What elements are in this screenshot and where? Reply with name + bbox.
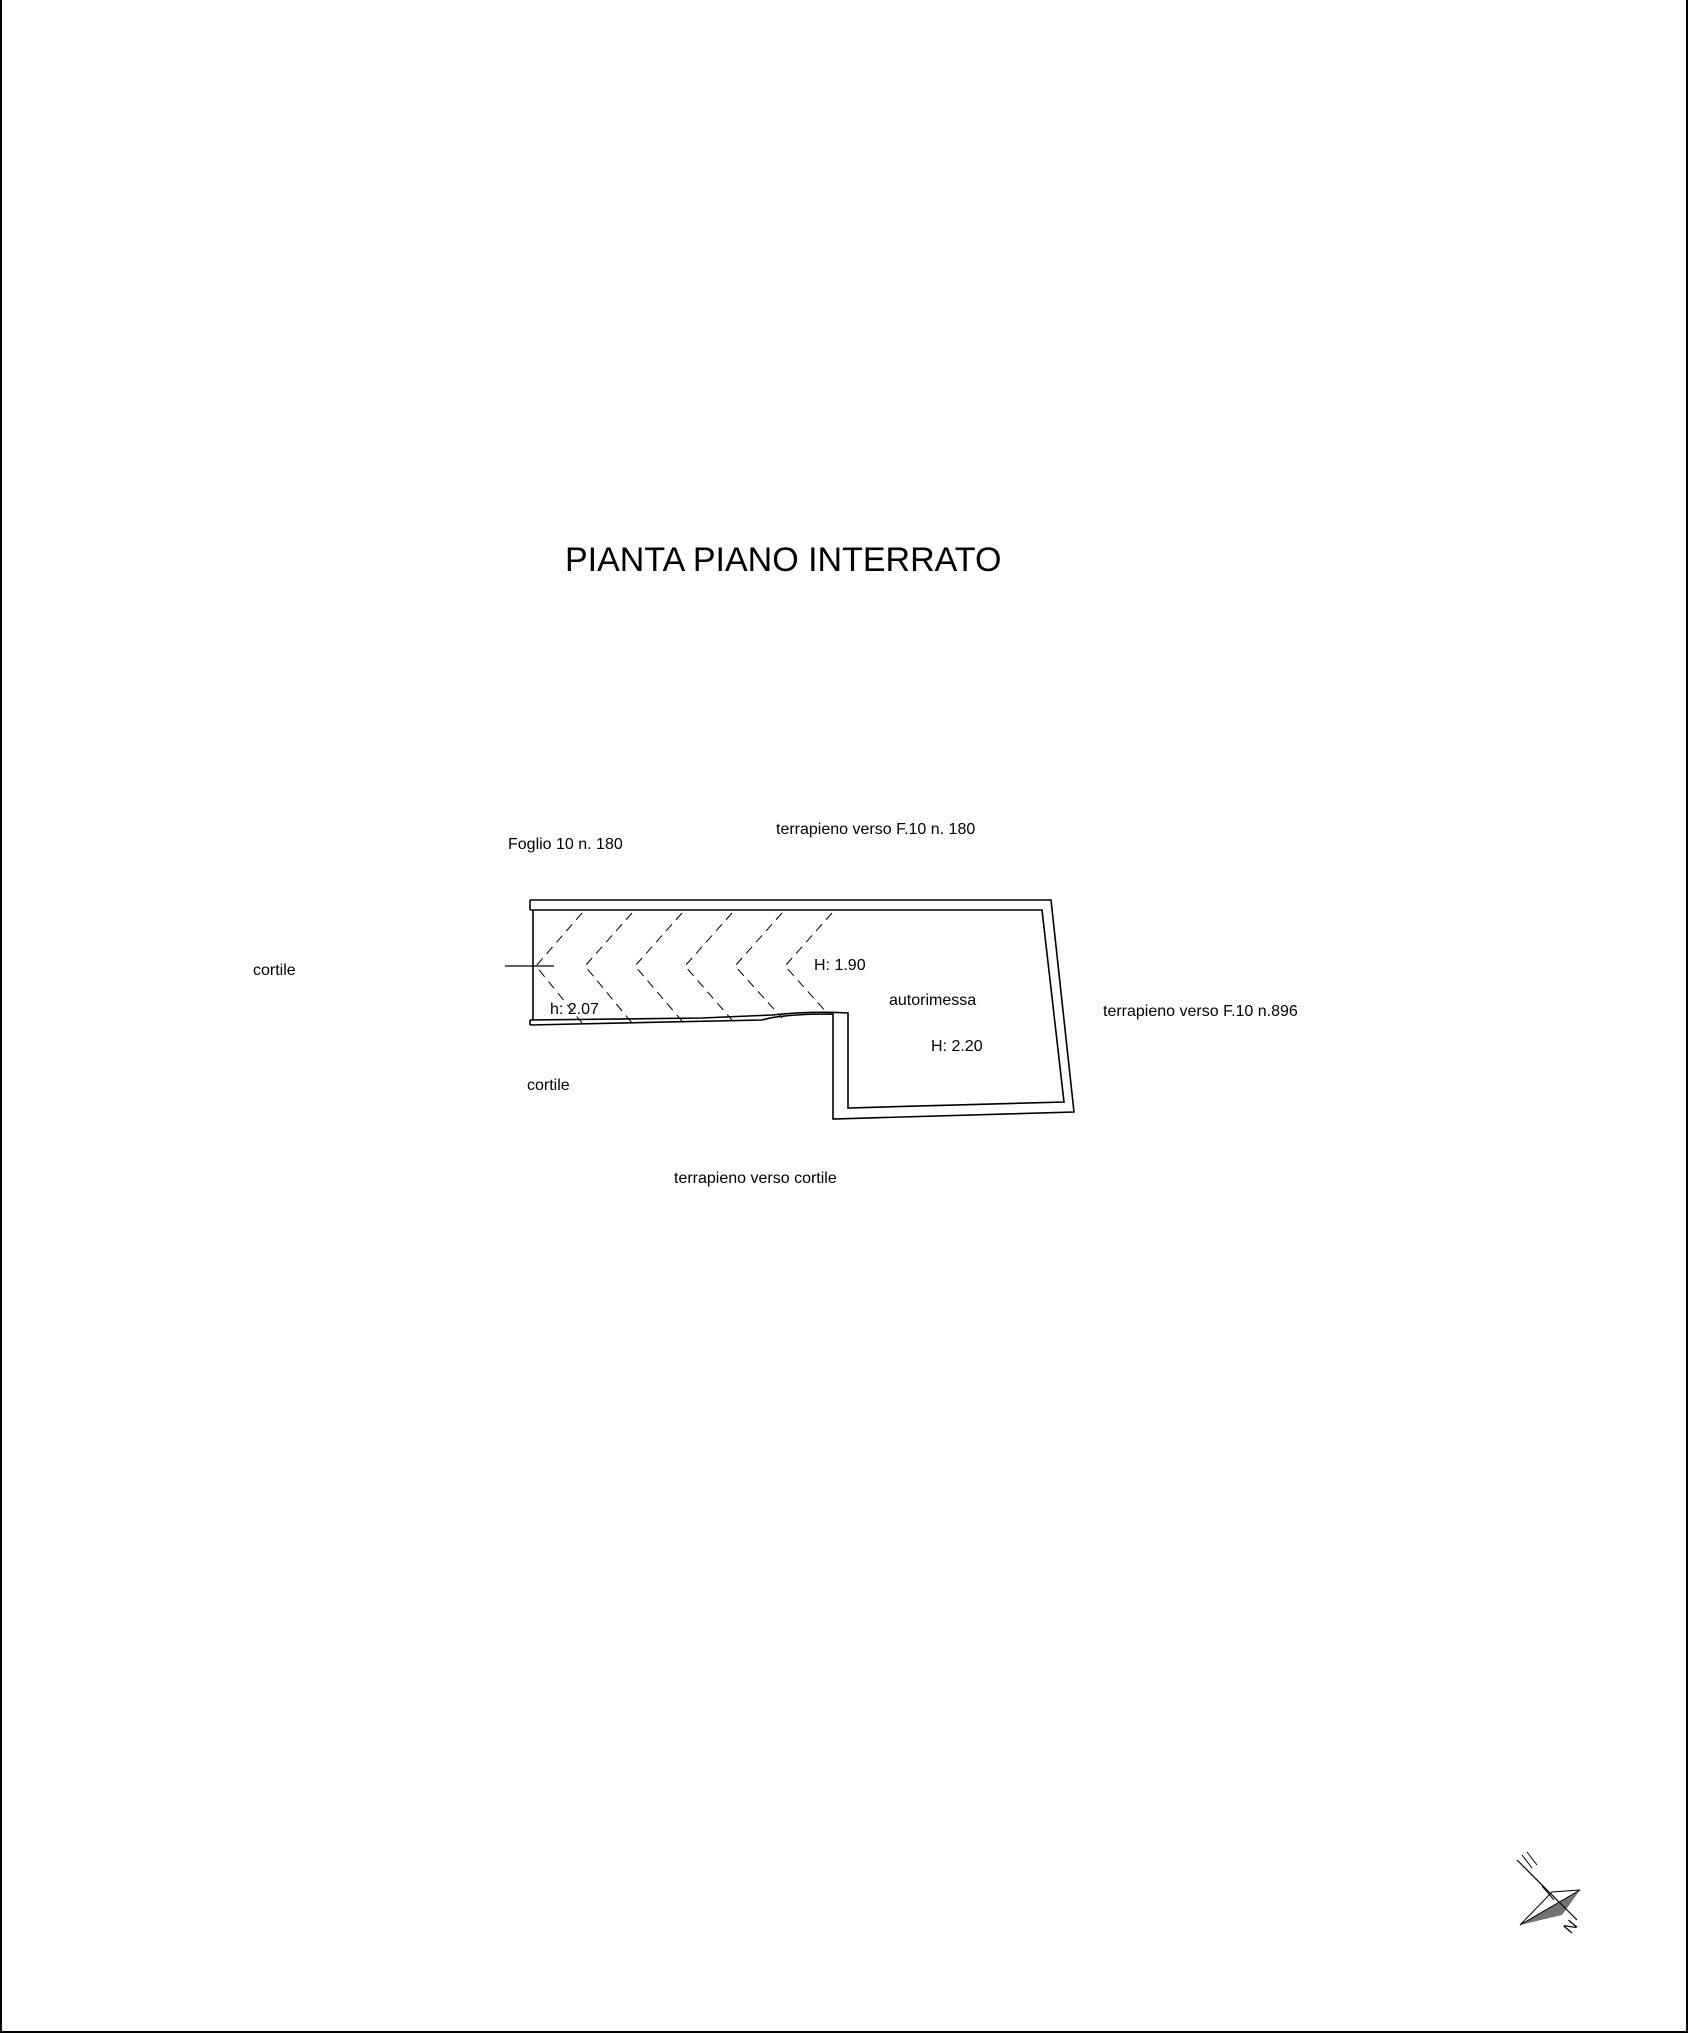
cortile-bottom-label: cortile — [527, 1077, 570, 1094]
ramp-chevron — [635, 913, 682, 1021]
room-height-label: H: 2.20 — [931, 1038, 983, 1055]
floor-plan-drawing — [2, 0, 1688, 2033]
foglio-label: Foglio 10 n. 180 — [508, 836, 623, 853]
entry-height-label: h: 2.07 — [550, 1001, 599, 1018]
room-name-label: autorimessa — [889, 992, 977, 1009]
outer-wall — [530, 900, 1074, 1119]
plan-title: PIANTA PIANO INTERRATO — [565, 541, 1002, 579]
north-arrow-icon — [1517, 1852, 1581, 1937]
ramp-chevron — [685, 913, 732, 1020]
inner-wall — [530, 910, 1064, 1108]
terrapieno-right-label: terrapieno verso F.10 n.896 — [1103, 1003, 1298, 1020]
ramp-chevron — [735, 913, 782, 1018]
terrapieno-bottom-label: terrapieno verso cortile — [674, 1170, 837, 1187]
cortile-left-label: cortile — [253, 962, 296, 979]
terrapieno-top-label: terrapieno verso F.10 n. 180 — [776, 821, 976, 838]
north-letter: N — [1560, 1917, 1582, 1938]
ramp-height-label: H: 1.90 — [814, 957, 866, 974]
